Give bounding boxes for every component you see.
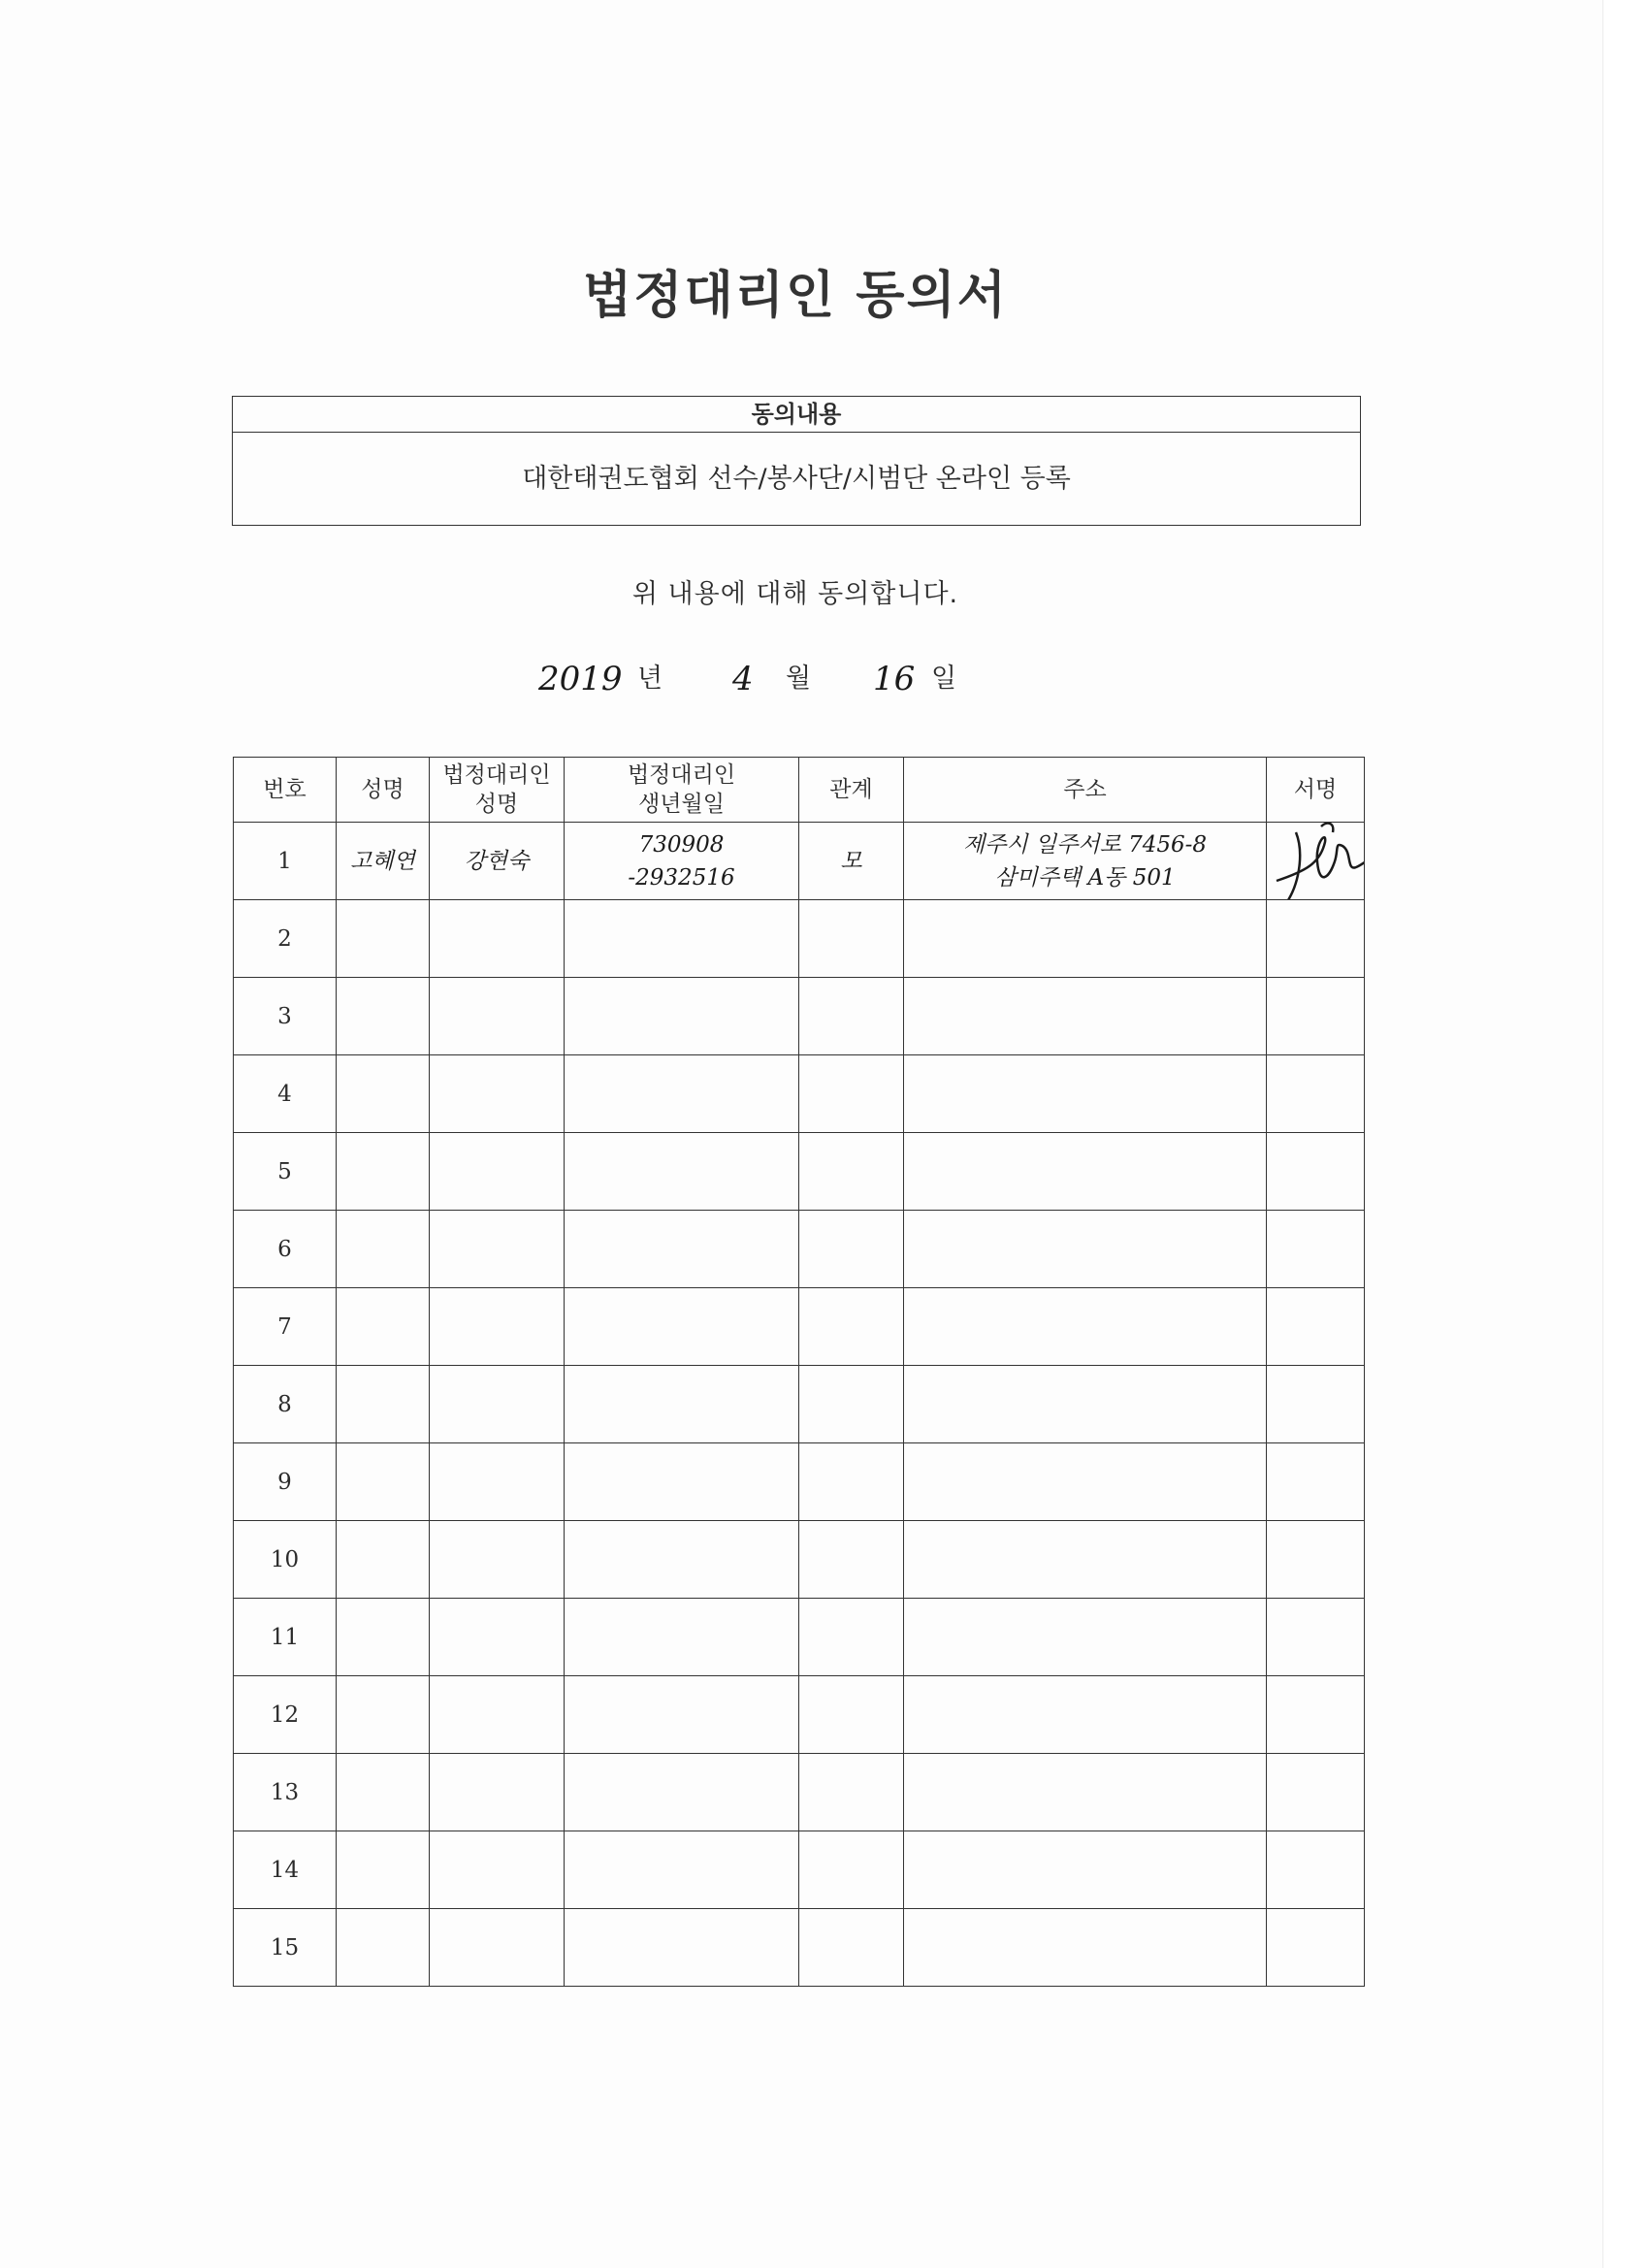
row-address (904, 823, 1267, 900)
row-address (904, 978, 1267, 1055)
header-guardian-birth (565, 758, 799, 823)
row-number: 11 (234, 1599, 337, 1676)
header-guardian-name-line1: 법정대리인 (442, 762, 551, 788)
table-row (234, 1831, 1365, 1909)
row-guardian-name (430, 1599, 565, 1676)
row-name (337, 900, 430, 978)
table-row (234, 1133, 1365, 1211)
table-row (234, 1599, 1365, 1676)
row-signature (1267, 1521, 1365, 1599)
row-guardian-birth (565, 1831, 799, 1909)
row-number: 14 (234, 1831, 337, 1909)
header-number: 번호 (234, 758, 337, 823)
row-address (904, 1055, 1267, 1133)
row-address-line2: 삼미주택 A동 501 (994, 864, 1176, 891)
row-address (904, 1676, 1267, 1754)
row-number: 2 (234, 900, 337, 978)
row-guardian-birth (565, 1288, 799, 1366)
row-signature (1267, 1599, 1365, 1676)
row-name (337, 1055, 430, 1133)
row-signature (1267, 1443, 1365, 1521)
date-month-unit: 월 (786, 664, 812, 694)
row-number: 4 (234, 1055, 337, 1133)
row-address (904, 1521, 1267, 1599)
row-signature (1267, 978, 1365, 1055)
row-guardian-birth (565, 1909, 799, 1987)
row-relation (799, 1599, 904, 1676)
row-signature (1267, 1211, 1365, 1288)
row-birth-line1: 730908 (638, 831, 725, 858)
row-relation (799, 1831, 904, 1909)
header-guardian-birth-line1: 법정대리인 (627, 762, 736, 788)
row-relation (799, 1909, 904, 1987)
row-relation: 모 (799, 823, 904, 900)
row-name (337, 1366, 430, 1443)
row-number: 1 (234, 823, 337, 900)
row-guardian-name (430, 1443, 565, 1521)
row-address (904, 1599, 1267, 1676)
row-name (337, 1133, 430, 1211)
registration-table (233, 757, 1365, 1987)
row-number: 13 (234, 1754, 337, 1831)
header-name: 성명 (337, 758, 430, 823)
consent-body: 대한태권도협회 선수/봉사단/시범단 온라인 등록 (522, 464, 1071, 494)
row-guardian-name (430, 1211, 565, 1288)
row-name (337, 1288, 430, 1366)
header-guardian-name (430, 758, 565, 823)
row-guardian-birth (565, 823, 799, 900)
header-guardian-birth-line2: 생년월일 (638, 792, 725, 817)
row-signature (1267, 1676, 1365, 1754)
row-signature (1267, 900, 1365, 978)
row-address (904, 1909, 1267, 1987)
row-guardian-name (430, 1754, 565, 1831)
table-row (234, 1211, 1365, 1288)
row-guardian-birth (565, 1599, 799, 1676)
row-guardian-name: 강현숙 (430, 823, 565, 900)
row-guardian-name (430, 1055, 565, 1133)
date-year-unit: 년 (637, 664, 663, 694)
row-relation (799, 1055, 904, 1133)
row-name (337, 1831, 430, 1909)
table-row (234, 900, 1365, 978)
row-name (337, 1599, 430, 1676)
row-address (904, 1443, 1267, 1521)
row-guardian-birth (565, 1443, 799, 1521)
row-relation (799, 1211, 904, 1288)
row-signature (1267, 1831, 1365, 1909)
row-relation (799, 1754, 904, 1831)
row-relation (799, 1443, 904, 1521)
row-guardian-name (430, 1676, 565, 1754)
row-number: 15 (234, 1909, 337, 1987)
page-title: 법정대리인 동의서 (583, 267, 1008, 325)
row-number: 6 (234, 1211, 337, 1288)
header-address: 주소 (904, 758, 1267, 823)
row-address (904, 1366, 1267, 1443)
table-row (234, 1909, 1365, 1987)
table-row (234, 1754, 1365, 1831)
row-guardian-birth (565, 978, 799, 1055)
row-relation (799, 1133, 904, 1211)
row-guardian-birth (565, 1521, 799, 1599)
row-name (337, 1676, 430, 1754)
row-address (904, 1211, 1267, 1288)
row-signature (1267, 1366, 1365, 1443)
date-day-unit: 일 (931, 664, 957, 694)
row-number: 3 (234, 978, 337, 1055)
table-row (234, 1521, 1365, 1599)
table-row (234, 1288, 1365, 1366)
consent-header: 동의내용 (233, 397, 1360, 433)
row-relation (799, 978, 904, 1055)
row-address (904, 1831, 1267, 1909)
scan-edge (1602, 0, 1649, 2268)
date-month: 4 (732, 660, 754, 698)
table-row (234, 1676, 1365, 1754)
table-row (234, 1366, 1365, 1443)
row-guardian-name (430, 900, 565, 978)
row-address (904, 1288, 1267, 1366)
row-guardian-birth (565, 1055, 799, 1133)
row-address (904, 1133, 1267, 1211)
row-address-line1: 제주시 일주서로 7456-8 (962, 831, 1208, 858)
row-guardian-name (430, 1909, 565, 1987)
header-guardian-name-line2: 성명 (474, 792, 519, 817)
row-name (337, 978, 430, 1055)
row-name (337, 1211, 430, 1288)
row-guardian-name (430, 1831, 565, 1909)
row-name: 고혜연 (337, 823, 430, 900)
row-guardian-name (430, 1521, 565, 1599)
row-signature (1267, 823, 1365, 900)
row-guardian-name (430, 1288, 565, 1366)
row-signature (1267, 1133, 1365, 1211)
table-row (234, 978, 1365, 1055)
row-guardian-birth (565, 1676, 799, 1754)
row-address (904, 900, 1267, 978)
row-guardian-name (430, 978, 565, 1055)
row-relation (799, 1521, 904, 1599)
row-name (337, 1521, 430, 1599)
row-number: 10 (234, 1521, 337, 1599)
row-guardian-birth (565, 1366, 799, 1443)
row-guardian-birth (565, 1211, 799, 1288)
row-guardian-birth (565, 1754, 799, 1831)
row-relation (799, 900, 904, 978)
header-signature: 서명 (1267, 758, 1365, 823)
row-guardian-birth (565, 1133, 799, 1211)
row-signature (1267, 1288, 1365, 1366)
date-day: 16 (873, 660, 916, 698)
row-signature (1267, 1754, 1365, 1831)
handwritten-signature (1267, 823, 1365, 900)
row-number: 7 (234, 1288, 337, 1366)
row-number: 5 (234, 1133, 337, 1211)
row-name (337, 1443, 430, 1521)
header-relation: 관계 (799, 758, 904, 823)
row-birth-line2: -2932516 (628, 864, 735, 891)
row-guardian-name (430, 1366, 565, 1443)
consent-box (232, 396, 1361, 526)
row-number: 8 (234, 1366, 337, 1443)
row-name (337, 1754, 430, 1831)
table-row (234, 823, 1365, 900)
row-guardian-birth (565, 900, 799, 978)
row-relation (799, 1366, 904, 1443)
row-relation (799, 1676, 904, 1754)
table-row (234, 1055, 1365, 1133)
row-number: 12 (234, 1676, 337, 1754)
table-header-row (234, 758, 1365, 823)
date-year: 2019 (538, 660, 623, 698)
agreement-text: 위 내용에 대해 동의합니다. (631, 579, 959, 609)
row-relation (799, 1288, 904, 1366)
table-row (234, 1443, 1365, 1521)
row-name (337, 1909, 430, 1987)
row-number: 9 (234, 1443, 337, 1521)
row-signature (1267, 1055, 1365, 1133)
row-signature (1267, 1909, 1365, 1987)
row-guardian-name (430, 1133, 565, 1211)
row-address (904, 1754, 1267, 1831)
